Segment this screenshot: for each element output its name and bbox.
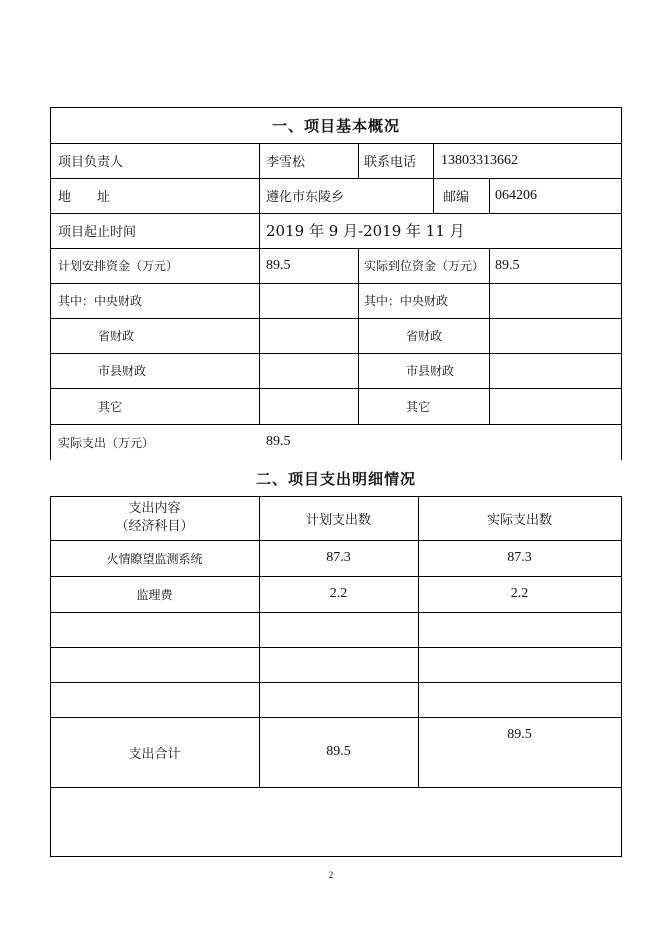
col-header-actual: 实际支出数 bbox=[486, 512, 552, 528]
total-actual: 89.5 bbox=[507, 727, 532, 742]
provincial-finance-right: 省财政 bbox=[406, 329, 443, 343]
detail-row-1-actual: 87.3 bbox=[507, 550, 532, 565]
detail-row-1-name: 火情瞭望监测系统 bbox=[106, 551, 203, 566]
col-header-content bbox=[50, 496, 259, 540]
county-finance-left: 市县财政 bbox=[98, 364, 147, 378]
postcode-label: 邮编 bbox=[443, 190, 470, 205]
planned-funds-value: 89.5 bbox=[266, 257, 291, 273]
other-finance-right: 其它 bbox=[406, 399, 431, 414]
actual-spend-label: 实际支出（万元） bbox=[58, 435, 155, 450]
leader-label: 项目负责人 bbox=[58, 155, 124, 170]
actual-funds-value: 89.5 bbox=[495, 257, 520, 273]
central-finance-right: 其中：中央财政 bbox=[364, 294, 449, 308]
address-label: 地 址 bbox=[58, 190, 111, 205]
phone-value: 13803313662 bbox=[441, 152, 518, 168]
period-label: 项目起止时间 bbox=[58, 225, 137, 240]
central-finance-left: 其中：中央财政 bbox=[58, 294, 143, 308]
col-header-planned: 计划支出数 bbox=[305, 512, 371, 528]
county-finance-right: 市县财政 bbox=[406, 364, 455, 378]
total-planned: 89.5 bbox=[326, 744, 351, 759]
total-label: 支出合计 bbox=[128, 746, 181, 762]
period-value: 2019 年 9 月-2019 年 11 月 bbox=[266, 222, 465, 240]
address-value: 遵化市东陵乡 bbox=[266, 190, 345, 205]
phone-label: 联系电话 bbox=[364, 155, 417, 170]
provincial-finance-left: 省财政 bbox=[98, 329, 135, 343]
actual-spend-value: 89.5 bbox=[266, 434, 291, 449]
planned-funds-label: 计划安排资金（万元） bbox=[58, 259, 179, 273]
detail-row-1-planned: 87.3 bbox=[326, 550, 351, 565]
actual-funds-label: 实际到位资金（万元） bbox=[364, 259, 485, 273]
section2-title: 二、项目支出明细情况 bbox=[50, 460, 622, 497]
detail-row-2-planned: 2.2 bbox=[329, 586, 348, 601]
other-finance-left: 其它 bbox=[98, 399, 123, 414]
project-info-table bbox=[50, 107, 622, 857]
col-header-content-line1: 支出内容 bbox=[128, 501, 181, 516]
detail-row-2-name: 监理费 bbox=[136, 587, 173, 602]
postcode-value: 064206 bbox=[495, 187, 537, 203]
leader-value: 李雪松 bbox=[266, 155, 306, 170]
col-header-content-line2: （经济科目） bbox=[115, 519, 194, 534]
section1-title: 一、项目基本概况 bbox=[271, 116, 400, 135]
detail-row-2-actual: 2.2 bbox=[510, 586, 529, 601]
page-number: 2 bbox=[328, 870, 334, 880]
